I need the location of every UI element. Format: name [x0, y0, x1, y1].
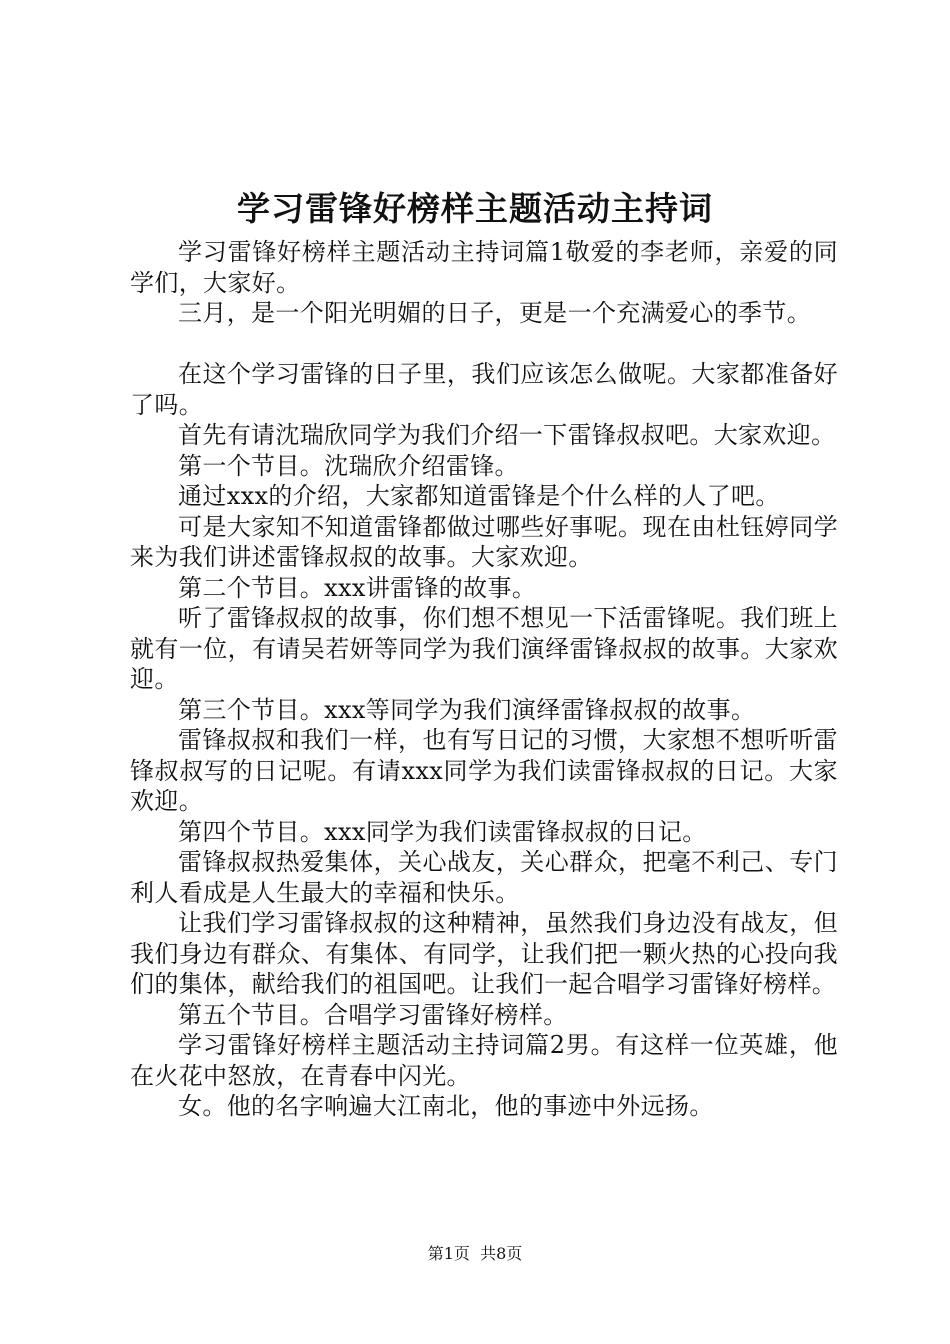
document-title: 学习雷锋好榜样主题活动主持词	[237, 189, 713, 228]
page-number: 第1页	[427, 1244, 470, 1263]
paragraph: 第五个节目。合唱学习雷锋好榜样。	[178, 1000, 568, 1029]
paragraph: 通过xxx的介绍，大家都知道雷锋是个什么样的人了吧。	[178, 482, 780, 510]
page-total: 共8页	[480, 1244, 523, 1263]
paragraph: 可是大家知不知道雷锋都做过哪些好事呢。现在由杜钰婷同学来为我们讲述雷锋叔叔的故事。大家欢迎。	[130, 512, 838, 571]
paragraph: 雷锋叔叔和我们一样，也有写日记的习惯，大家想不想听听雷锋叔叔写的日记呢。有请xxx同学为我们读雷锋叔叔的日记。大家欢迎。	[130, 726, 838, 815]
document-body	[130, 237, 838, 1122]
paragraph: 第四个节目。xxx同学为我们读雷锋叔叔的日记。	[178, 817, 707, 846]
paragraph: 听了雷锋叔叔的故事，你们想不想见一下活雷锋呢。我们班上就有一位，有请吴若妍等同学为我们演绎雷锋叔叔的故事。大家欢迎。	[130, 604, 838, 693]
paragraph: 第三个节目。xxx等同学为我们演绎雷锋叔叔的故事。	[178, 695, 756, 724]
page-footer	[0, 1243, 950, 1265]
paragraph: 学习雷锋好榜样主题活动主持词篇2男。有这样一位英雄，他在火花中怒放，在青春中闪光。	[130, 1031, 838, 1090]
paragraph: 第二个节目。xxx讲雷锋的故事。	[178, 573, 537, 602]
paragraph: 在这个学习雷锋的日子里，我们应该怎么做呢。大家都准备好了吗。	[130, 360, 838, 419]
paragraph: 女。他的名字响遍大江南北，他的事迹中外远扬。	[178, 1092, 714, 1120]
paragraph: 雷锋叔叔热爱集体，关心战友，关心群众，把毫不利己、专门利人看成是人生最大的幸福和快乐。	[130, 848, 838, 907]
paragraph: 让我们学习雷锋叔叔的这种精神，虽然我们身边没有战友，但我们身边有群众、有集体、有同学，让我们把一颗火热的心投向我们的集体，献给我们的祖国吧。让我们一起合唱学习雷锋好榜样。	[130, 909, 838, 998]
paragraph: 首先有请沈瑞欣同学为我们介绍一下雷锋叔叔吧。大家欢迎。	[178, 421, 836, 449]
paragraph: 第一个节目。沈瑞欣介绍雷锋。	[178, 451, 519, 480]
paragraph: 三月，是一个阳光明媚的日子，更是一个充满爱心的季节。	[178, 299, 812, 327]
paragraph: 学习雷锋好榜样主题活动主持词篇1敬爱的李老师，亲爱的同学们，大家好。	[130, 238, 838, 297]
